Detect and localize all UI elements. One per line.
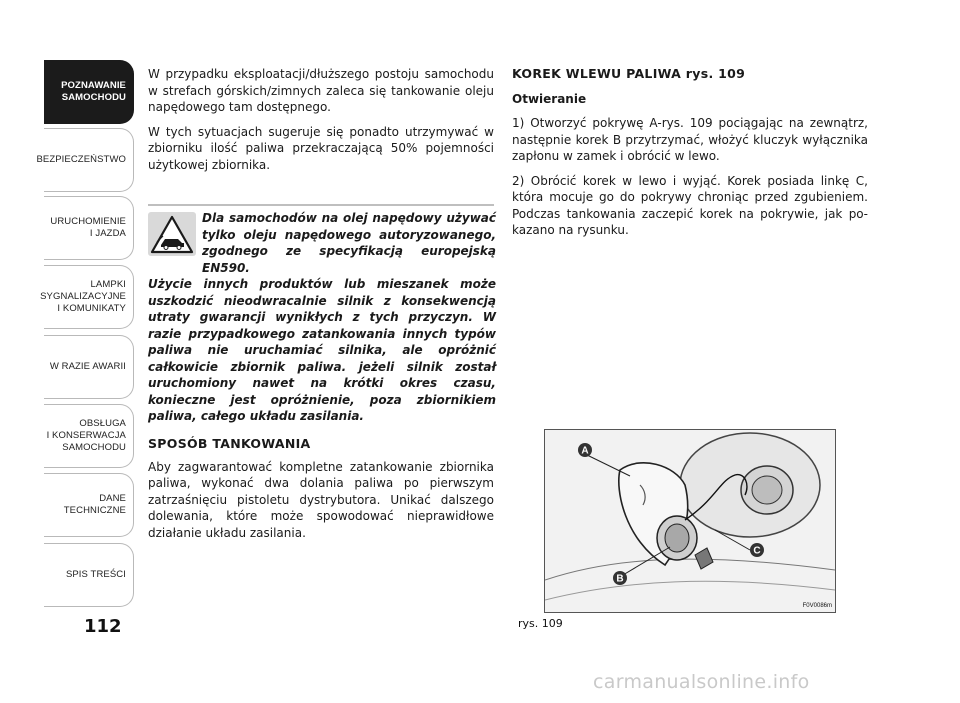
tab-lampki-sygnalizacyjne[interactable] (40, 265, 134, 329)
section-title: SPOSÓB TANKOWANIA (148, 436, 311, 451)
right-column (512, 66, 868, 247)
label-a-text: A (581, 445, 589, 457)
tab-label: OBSŁUGA I KONSERWACJA SAMOCHODU (46, 418, 126, 453)
warning-box (148, 210, 496, 425)
watermark: carmanualsonline.info (593, 671, 810, 693)
label-b-text: B (616, 573, 624, 585)
page-number: 112 (84, 616, 122, 637)
warning-triangle-car-icon (148, 212, 196, 256)
label-c-text: C (753, 545, 761, 557)
tab-label: W RAZIE AWARII (49, 361, 126, 372)
step-1: 1) Otworzyć pokrywę A-rys. 109 pociągając na zewnątrz, następnie korek B przytrzymać, włożyć kluczyk wyłącznika zapłonu w zamek i obrócić w lewo. (512, 116, 868, 163)
tab-label: SPIS TREŚCI (65, 569, 126, 580)
tab-spis-tresci[interactable] (44, 543, 134, 607)
label-a (578, 443, 592, 457)
section-text: Aby zagwarantować kompletne zatankowanie zbiornika paliwa, wykonać dwa dolania paliwa po pierwszym zatrzaśnięciu pistoletu dystrybutora. Unikać dalszego dolewania, które może spowodować nieprawidłowe działanie układu zasilania. (148, 459, 494, 540)
tab-uruchomienie-i-jazda[interactable] (44, 196, 134, 260)
label-c (750, 543, 764, 557)
tab-label: POZNAWANIE SAMOCHODU (61, 80, 126, 103)
label-b (613, 571, 627, 585)
section-title: KOREK WLEWU PALIWA rys. 109 (512, 66, 746, 81)
paragraph: W przypadku eksploatacji/dłuższego postoju samochodu w strefach górskich/zimnych zaleca się tankowanie oleju napędowego tam dostępnego. (148, 67, 494, 114)
subtitle: Otwieranie (512, 91, 587, 106)
tab-w-razie-awarii[interactable] (44, 335, 134, 399)
tab-poznawanie-samochodu[interactable] (44, 60, 134, 124)
figure-caption: rys. 109 (518, 617, 563, 630)
figure-code: F0V0086m (802, 603, 832, 609)
figure-fuel-cap (544, 429, 836, 613)
tab-label: DANE TECHNICZNE (63, 493, 126, 516)
tab-obsluga-i-konserwacja[interactable] (44, 404, 134, 468)
warning-text-rest: Użycie innych produktów lub mieszanek może uszkodzić nieodwracalnie silnik z konsekwencją utraty gwarancji wynikłych z tych przyczyn. W razie przypadkowego zatankowania innych typów paliwa nie uruchamiać silnika, ale opróżnić całkowicie zbiornik paliwa. jeżeli silnik został uruchomiony nawet na krótki okres czasu, konieczne jest opróżnienie, poza zbiornikiem paliwa, całego układu zasilania. (148, 277, 496, 423)
fuel-cap-illustration (545, 430, 835, 612)
tab-dane-techniczne[interactable] (44, 473, 134, 537)
divider (148, 204, 494, 206)
step-2: 2) Obrócić korek w lewo i wyjąć. Korek posiada linkę C, która mocuje go do pokrywy chroniąc przed zgubieniem. Podczas tankowania zaczepić korek na pokrywie, jak pokazano na rysunku. (512, 173, 868, 237)
refuelling-section (148, 436, 494, 547)
tab-label: URUCHOMIENIE I JAZDA (50, 216, 126, 239)
tab-label: LAMPKI SYGNALIZACYJNE I KOMUNIKATY (40, 279, 126, 314)
tab-bezpieczenstwo[interactable] (36, 128, 134, 192)
left-column (148, 66, 494, 181)
warning-text-indented: Dla samochodów na olej napędowy używać tylko oleju napędowego autoryzowanego, zgodnego ze specyfikacją europejską EN590. (202, 211, 496, 275)
warning-text (148, 210, 496, 425)
paragraph: W tych sytuacjach sugeruje się ponadto utrzymywać w zbiorniku ilość paliwa przekraczającą 50% pojemności użytkowej zbiornika. (148, 124, 494, 172)
tab-label: BEZPIECZEŃSTWO (36, 154, 126, 165)
